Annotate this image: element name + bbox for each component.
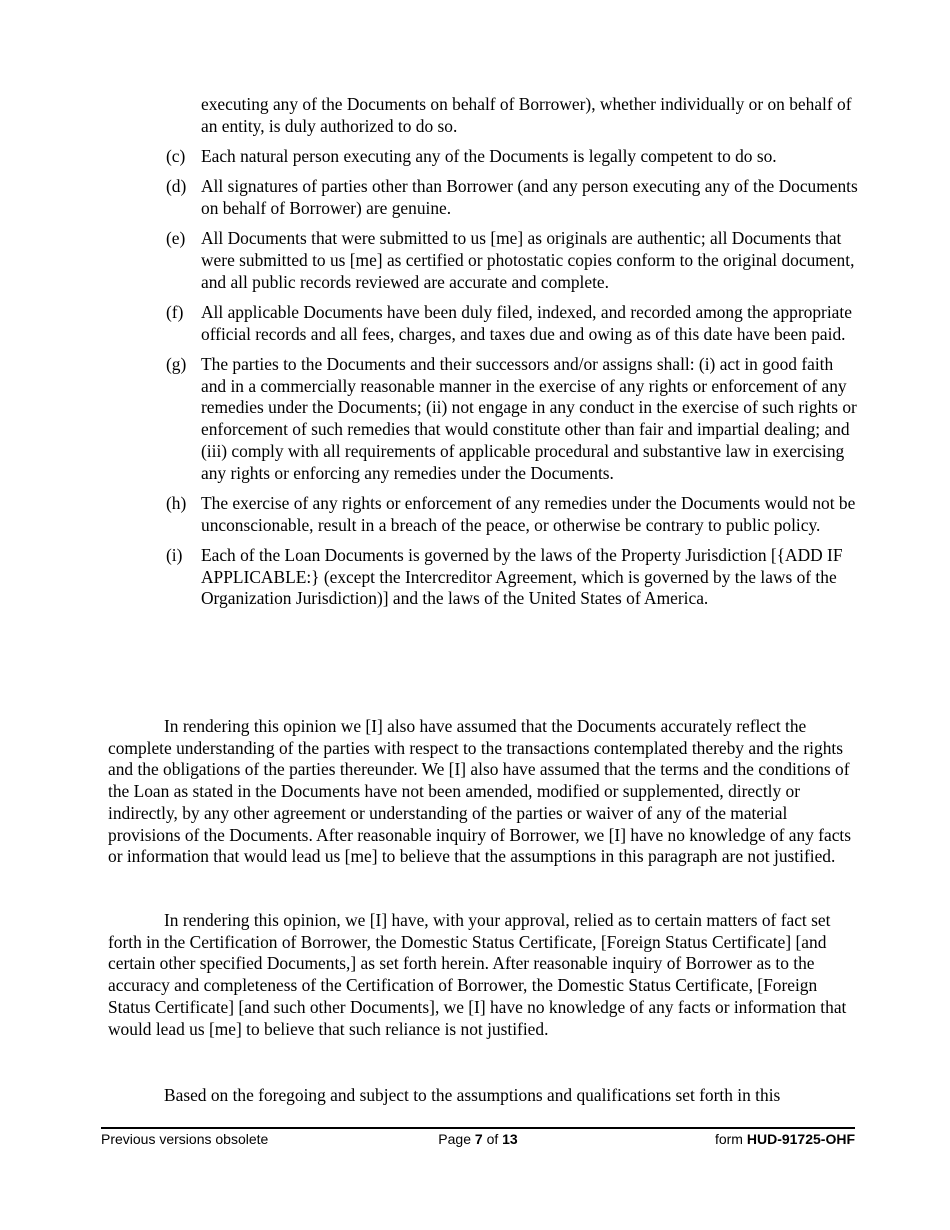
item-label: (e) (166, 228, 186, 249)
list-item (166, 545, 866, 610)
continuation-text: executing any of the Documents on behalf of Borrower), whether individually or on behalf of an entity, is duly authorized to do so. (201, 94, 852, 136)
reliance-paragraph: In rendering this opinion, we [I] have, with your approval, relied as to certain matters of fact set forth in the Certification of Borrower, the Domestic Status Certificate, [Foreign Status Certificate] [and certain other specified Documents,] as set forth herein. After reasonable inquiry of Borrower as to the accuracy and completeness of the Certification of Borrower, the Domestic Status Certificate, [Foreign Status Certificate] [and such other Documents], we [I] have no knowledge of any facts or information that would lead us [me] to believe that such reliance is not justified. (108, 910, 847, 1039)
form-id: HUD-91725-OHF (746, 1131, 855, 1147)
item-text: All Documents that were submitted to us [me] as originals are authentic; all Documents that were submitted to us [me] as certified or photostatic copies conform to the original document, and all public records reviewed are accurate and complete. (201, 228, 855, 292)
assumptions-paragraph: In rendering this opinion we [I] also have assumed that the Documents accurately reflect the complete understanding of the parties with respect to the transactions contemplated thereby and the rights and the obligations of the parties thereunder. We [I] also have assumed that the terms and the conditions of the Loan as stated in the Documents have not been amended, modified or supplemented, directly or indirectly, by any other agreement or understanding of the parties or waiver of any of the material provisions of the Documents. After reasonable inquiry of Borrower, we [I] have no knowledge of any facts or information that would lead us [me] to believe that the assumptions in this paragraph are not justified. (108, 716, 852, 867)
page-of: of (486, 1131, 499, 1147)
item-label: (d) (166, 176, 187, 197)
list-item (166, 302, 866, 345)
page-total: 13 (502, 1131, 518, 1147)
list-item (166, 176, 866, 219)
page-footer (101, 1127, 855, 1149)
item-text: The exercise of any rights or enforcement of any remedies under the Documents would not be unconscionable, result in a breach of the peace, or otherwise be contrary to public policy. (201, 492, 856, 535)
item-text: Each of the Loan Documents is governed by the laws of the Property Jurisdiction [{ADD IF APPLICABLE:} (except the Intercreditor Agreement, which is governed by the laws of the Organization Jurisdiction)] and the laws of the United States of America. (201, 544, 843, 609)
item-text: Each natural person executing any of the Documents is legally competent to do so. (201, 146, 777, 166)
list-item (166, 228, 866, 293)
item-label: (i) (166, 544, 183, 565)
item-label: (g) (166, 354, 187, 374)
list-item (166, 493, 866, 536)
item-text: All signatures of parties other than Borrower (and any person executing any of the Documents on behalf of Borrower) are genuine. (201, 176, 858, 218)
page-number (101, 1129, 855, 1149)
list-item (166, 146, 866, 168)
item-text: All applicable Documents have been duly filed, indexed, and recorded among the appropriate official records and all fees, charges, and taxes due and owing as of this date have been paid. (201, 302, 852, 344)
page-prefix: Page (438, 1131, 471, 1147)
page-current: 7 (474, 1131, 483, 1147)
footer-obsolete-note: Previous versions obsolete (101, 1131, 269, 1147)
item-label: (f) (166, 302, 184, 322)
form-prefix: form (714, 1131, 743, 1147)
item-label: (h) (166, 492, 187, 513)
item-label: (c) (166, 146, 186, 166)
list-item (166, 354, 866, 484)
assumption-list (166, 146, 866, 619)
item-text: The parties to the Documents and their successors and/or assigns shall: (i) act in good faith and in a commercially reasonable manner in the exercise of any rights or enforcement of any remedies under the Documents; (ii) not engage in any conduct in the exercise of such rights or enforcement of such remedies that would constitute other than fair and impartial dealing; and (iii) comply with all requirements of applicable procedural and substantive law in exercising any rights or enforcing any remedies under the Documents. (201, 354, 857, 483)
conclusion-paragraph: Based on the foregoing and subject to the assumptions and qualifications set forth in this (164, 1085, 781, 1105)
